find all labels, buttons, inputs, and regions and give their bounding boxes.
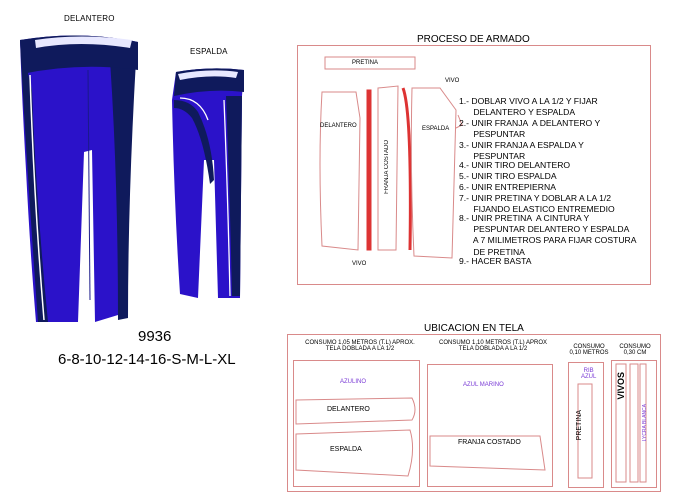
model-number: 9936 xyxy=(138,328,172,345)
label-vivo-top: VIVO xyxy=(445,78,460,84)
consumo-1-piece-2: ESPALDA xyxy=(330,446,362,453)
consumo-3-piece: PRETINA xyxy=(576,410,583,441)
ubicacion-title: UBICACION EN TELA xyxy=(424,323,524,334)
consumo-2-label: CONSUMO 1,10 METROS (T.L) APROX TELA DOBLADA A LA 1/2 xyxy=(438,340,548,352)
label-pretina: PRETINA xyxy=(352,60,379,66)
proceso-title: PROCESO DE ARMADO xyxy=(417,34,530,45)
step-5: 5.- UNIR TIRO ESPALDA xyxy=(459,171,557,181)
consumo-4-color: LYCRA BLANCA xyxy=(642,404,648,442)
step-1: 1.- DOBLAR VIVO A LA 1/2 Y FIJAR DELANTERO Y ESPALDA xyxy=(459,96,598,118)
step-8: 8.- UNIR PRETINA A CINTURA Y PESPUNTAR DELANTERO Y ESPALDA A 7 MILIMETROS PARA FIJAR COSTURA DE PRETINA xyxy=(459,213,637,257)
label-vivo-bottom: VIVO xyxy=(352,261,367,267)
step-4: 4.- UNIR TIRO DELANTERO xyxy=(459,160,571,170)
consumo-1-label: CONSUMO 1,05 METROS (T.L) APROX. TELA DOBLADA A LA 1/2 xyxy=(305,340,415,352)
step-3: 3.- UNIR FRANJA A ESPALDA Y PESPUNTAR xyxy=(459,140,584,162)
consumo-2-piece: FRANJA COSTADO xyxy=(458,439,521,446)
consumo-4-label: CONSUMO 0,30 CM xyxy=(619,344,651,356)
size-range: 6-8-10-12-14-16-S-M-L-XL xyxy=(58,351,236,368)
step-9: 9.- HACER BASTA xyxy=(459,256,532,266)
label-delantero: DELANTERO xyxy=(320,123,357,129)
front-title: DELANTERO xyxy=(64,14,115,23)
layout-3 xyxy=(568,362,604,488)
step-7: 7.- UNIR PRETINA Y DOBLAR A LA 1/2 FIJANDO ELASTICO ENTREMEDIO xyxy=(459,193,615,215)
consumo-1-color: AZULINO xyxy=(340,379,367,385)
consumo-3-label: CONSUMO 0,10 METROS xyxy=(569,344,609,356)
back-title: ESPALDA xyxy=(190,47,228,56)
label-espalda: ESPALDA xyxy=(422,126,450,132)
step-6: 6.- UNIR ENTREPIERNA xyxy=(459,182,556,192)
consumo-2-color: AZUL MARINO xyxy=(463,382,504,388)
consumo-3-color: RIB AZUL xyxy=(581,368,597,380)
consumo-1-piece-1: DELANTERO xyxy=(327,406,370,413)
consumo-4-piece: VIVOS xyxy=(616,372,626,400)
step-2: 2.- UNIR FRANJA A DELANTERO Y PESPUNTAR xyxy=(459,118,601,140)
label-franja: FRANJA COSTADO xyxy=(384,140,390,194)
